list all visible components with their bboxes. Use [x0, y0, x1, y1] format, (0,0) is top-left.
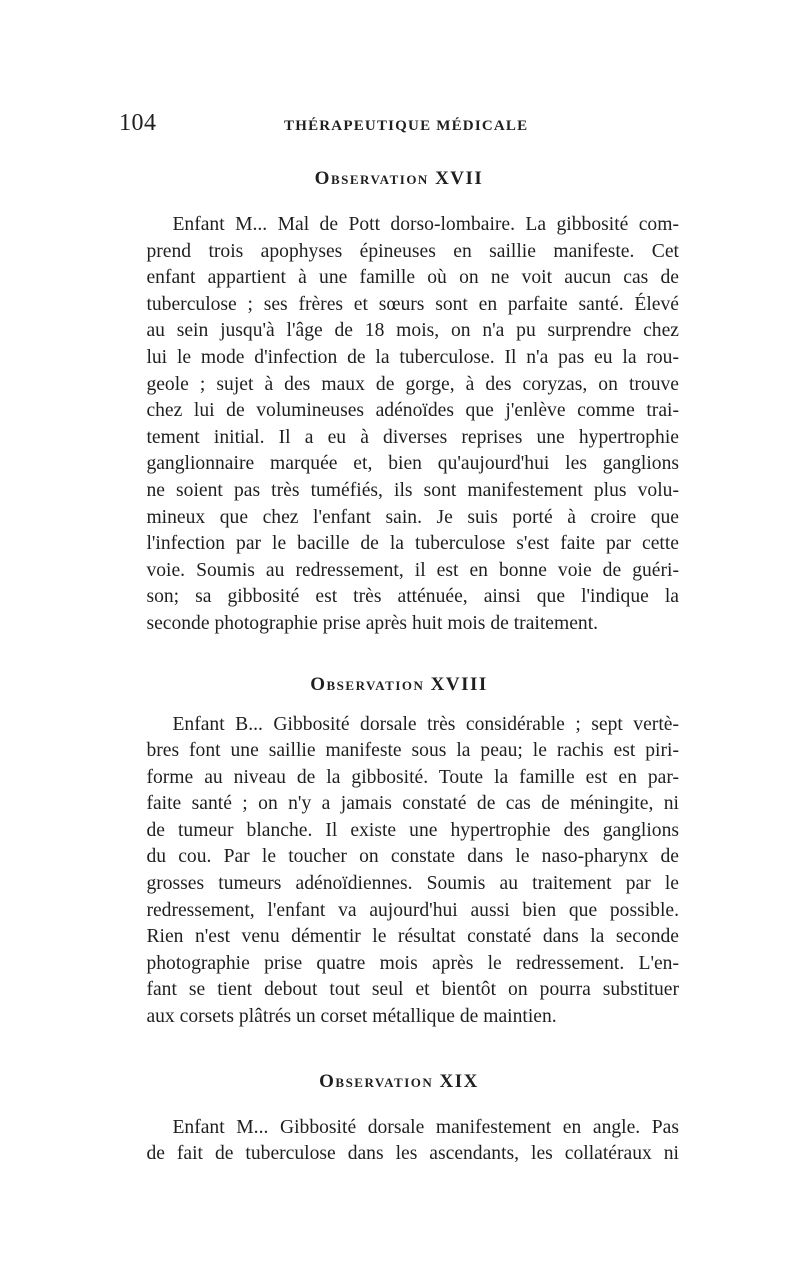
observation-heading — [119, 168, 679, 190]
text-line: chez lui de volumineuses adénoïdes que j'enlève comme trai- — [146, 400, 679, 422]
observation-paragraph — [119, 712, 679, 1031]
observation-heading-numeral: XVIII — [430, 673, 488, 695]
text-line: aux corsets plâtrés un corset métallique de maintien. — [146, 1006, 557, 1028]
text-line: de tumeur blanche. Il existe une hypertrophie des ganglions — [146, 819, 679, 841]
text-line: son; sa gibbosité est très atténuée, ainsi que l'indique la — [146, 586, 679, 608]
text-line: tuberculose ; ses frères et sœurs sont en parfaite santé. Élevé — [146, 293, 679, 315]
observation-heading-label: Observation — [314, 168, 429, 189]
text-line: Enfant B... Gibbosité dorsale très considérable ; sept vertè- — [172, 713, 679, 735]
text-line: Enfant M... Mal de Pott dorso-lombaire. La gibbosité com- — [172, 214, 679, 235]
running-head — [119, 108, 679, 148]
text-line: l'infection par le bacille de la tuberculose s'est faite par cette — [146, 533, 679, 555]
text-line: du cou. Par le toucher on constate dans le naso-pharynx de — [146, 846, 679, 868]
text-line: Rien n'est venu démentir le résultat constaté dans la seconde — [146, 926, 679, 948]
observation-heading-label: Observation — [310, 673, 425, 695]
text-line: seconde photographie prise après huit mois de traitement. — [146, 612, 599, 634]
text-line: redressement, l'enfant va aujourd'hui aussi bien que possible. — [146, 899, 679, 921]
text-line: geole ; sujet à des maux de gorge, à des coryzas, on trouve — [146, 373, 679, 395]
observation-paragraph — [119, 212, 679, 638]
text-line: Enfant M... Gibbosité dorsale manifestement en angle. Pas — [172, 1116, 679, 1138]
text-line: bres font une saillie manifeste sous la peau; le rachis est piri- — [146, 740, 679, 762]
text-line: photographie prise quatre mois après le redressement. L'en- — [146, 952, 679, 974]
observation-heading-numeral: XVII — [435, 168, 484, 189]
text-line: ne soient pas très tuméfiés, ils sont manifestement plus volu- — [146, 479, 679, 501]
text-line: forme au niveau de la gibbosité. Toute la famille est en par- — [146, 766, 679, 788]
text-line: lui le mode d'infection de la tuberculose. Il n'a pas eu la rou- — [146, 346, 679, 368]
text-line: prend trois apophyses épineuses en saillie manifeste. Cet — [146, 240, 679, 262]
text-line: faite santé ; on n'y a jamais constaté de cas de méningite, ni — [146, 793, 679, 815]
text-line: au sein jusqu'à l'âge de 18 mois, on n'a pu surprendre chez — [146, 320, 679, 342]
observation-paragraph — [119, 1115, 679, 1168]
text-line: mineux que chez l'enfant sain. Je suis porté à croire que — [146, 506, 679, 528]
text-line: grosses tumeurs adénoïdiennes. Soumis au traitement par le — [146, 873, 679, 895]
observation-heading — [119, 674, 679, 696]
book-page — [119, 108, 679, 1168]
text-line: voie. Soumis au redressement, il est en bonne voie de guéri- — [146, 559, 679, 581]
observation-heading-label: Observation — [319, 1070, 434, 1092]
text-line: ganglionnaire marquée et, bien qu'aujourd'hui les ganglions — [146, 453, 679, 475]
text-line: fant se tient debout tout seul et bientôt on pourra substituer — [146, 979, 679, 1001]
page-number: 104 — [119, 110, 157, 136]
text-line: enfant appartient à une famille où on ne voit aucun cas de — [146, 267, 679, 289]
observation-heading-numeral: XIX — [439, 1070, 479, 1092]
observation-heading — [119, 1071, 679, 1093]
text-line: tement initial. Il a eu à diverses reprises une hypertrophie — [146, 426, 679, 448]
text-line: de fait de tuberculose dans les ascendants, les collatéraux ni — [146, 1143, 679, 1165]
running-title: THÉRAPEUTIQUE MÉDICALE — [284, 118, 529, 134]
